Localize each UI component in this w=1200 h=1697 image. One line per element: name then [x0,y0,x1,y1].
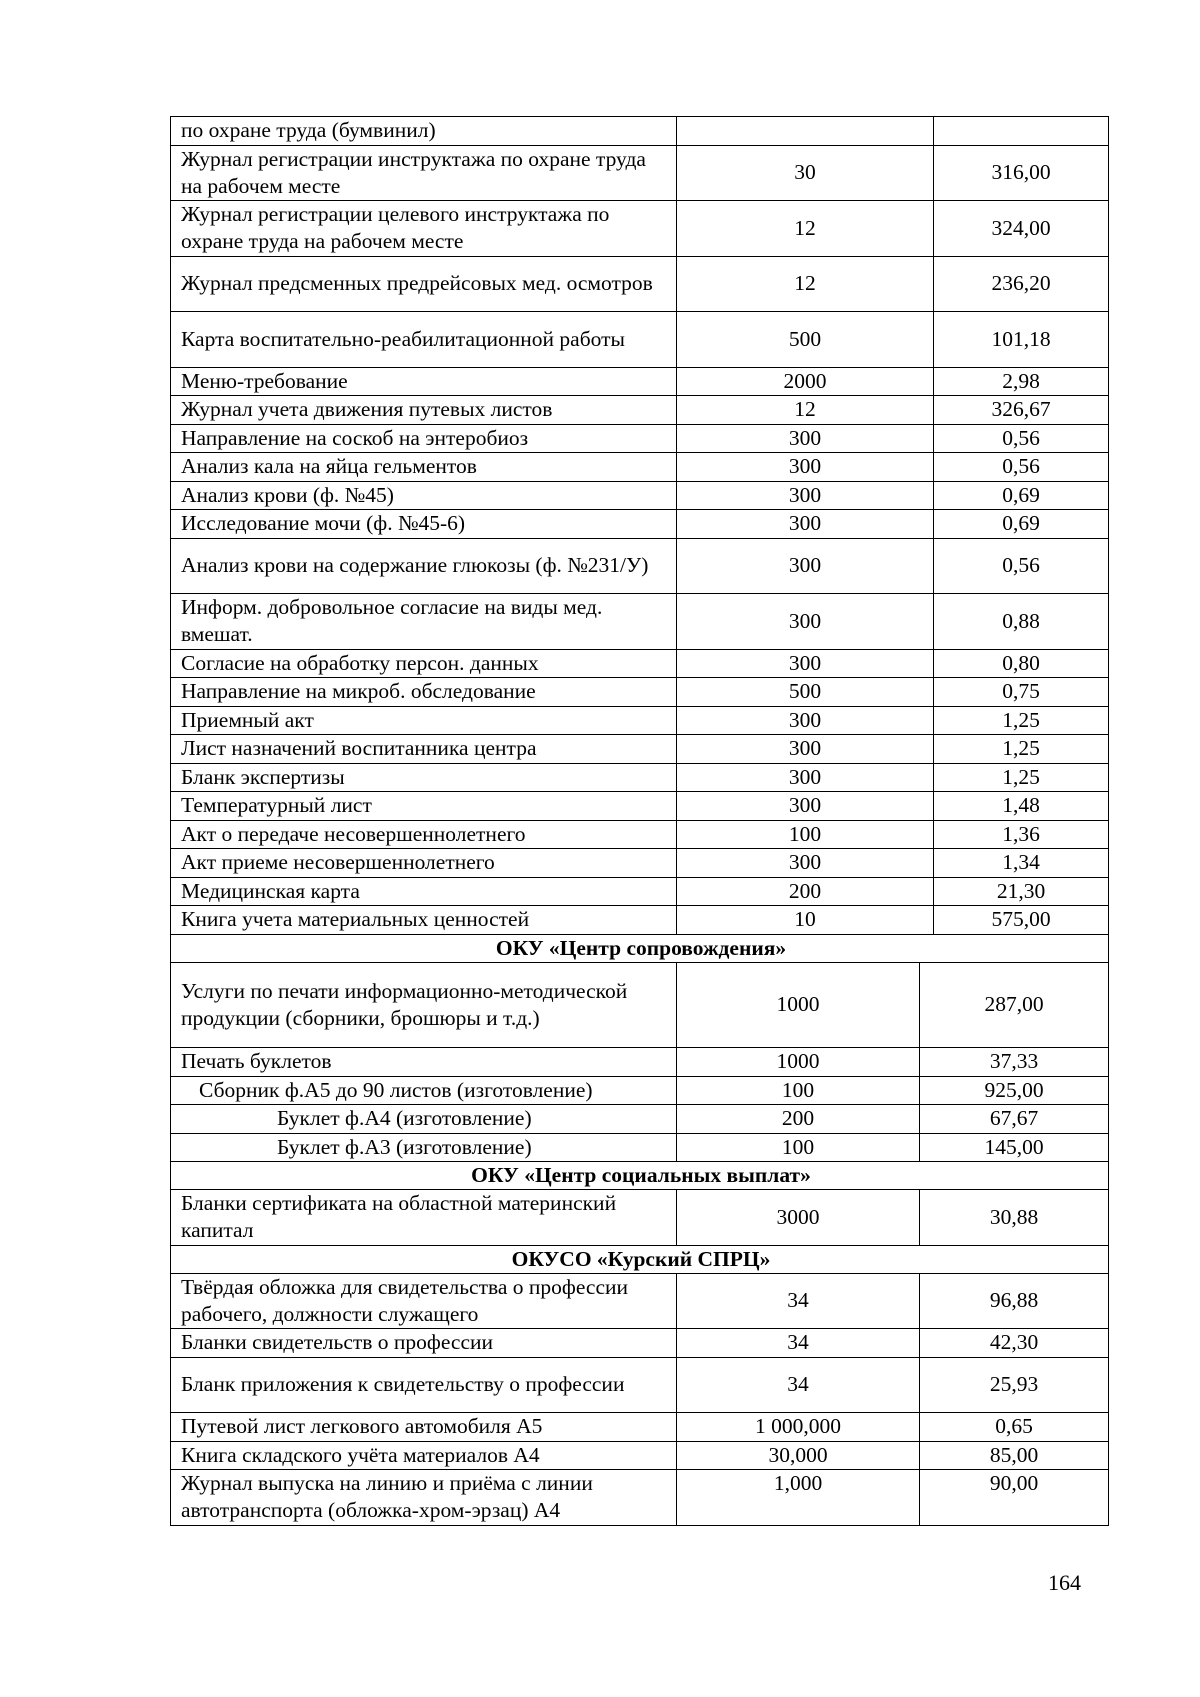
item-name-cell: Медицинская карта [171,877,677,906]
item-name-cell: Бланки свидетельств о профессии [171,1329,677,1358]
values-cell [677,1048,1109,1077]
quantity-cell: 500 [677,678,934,706]
quantity-cell: 12 [677,257,934,312]
table-row [171,706,1109,735]
values-cell [677,1190,1109,1246]
quantity-cell: 300 [677,735,934,763]
price-cell: 0,88 [1002,608,1040,633]
section-header-row [171,1245,1109,1273]
table-row [171,735,1109,764]
table-row [171,256,1109,312]
table-row [171,1048,1109,1077]
quantity-cell: 300 [677,594,934,649]
table-row [171,424,1109,453]
values-cell [677,1076,1109,1105]
item-name-cell: Журнал учета движения путевых листов [171,396,677,425]
table-row [171,594,1109,650]
values-cell [677,1470,1109,1526]
quantity-cell: 300 [677,425,934,453]
quantity-cell: 300 [677,482,934,510]
price-cell: 25,93 [989,1372,1039,1397]
item-name-cell: Услуги по печати информационно-методической продукции (сборники, брошюры и т.д.) [171,962,677,1048]
values-cell [677,678,1109,707]
price-cell: 1,25 [1002,707,1040,732]
price-cell: 2,98 [1002,368,1040,393]
values-cell [677,424,1109,453]
price-cell: 0,75 [1002,679,1040,704]
price-cell: 0,65 [995,1414,1033,1439]
table-row [171,1413,1109,1442]
quantity-cell: 1,000 [677,1470,920,1525]
item-name-cell: Журнал регистрации инструктажа по охране труда на рабочем месте [171,145,677,201]
values-cell [677,117,1109,146]
table-row [171,1133,1109,1162]
table-row [171,649,1109,678]
values-cell [677,312,1109,368]
price-cell: 90,00 [989,1471,1039,1495]
table-row [171,1076,1109,1105]
quantity-cell: 12 [677,396,934,424]
item-name-cell: Анализ кала на яйца гельментов [171,453,677,482]
item-name-cell: Анализ крови (ф. №45) [171,481,677,510]
price-cell: 324,00 [991,215,1051,240]
item-name-cell: Бланки сертификата на областной материнский капитал [171,1190,677,1246]
table-row [171,763,1109,792]
table-row [171,962,1109,1048]
table-row [171,367,1109,396]
values-cell [677,763,1109,792]
item-name-cell: Анализ крови на содержание глюкозы (ф. №231/У) [171,538,677,594]
values-cell [677,510,1109,539]
item-name-cell: Информ. добровольное согласие на виды мед. вмешат. [171,594,677,650]
values-cell [677,877,1109,906]
price-cell: 96,88 [989,1288,1039,1313]
table-row [171,906,1109,935]
quantity-cell: 300 [677,707,934,735]
item-name-cell: Буклет ф.А4 (изготовление) [171,1105,677,1134]
table-row [171,538,1109,594]
values-cell [677,1133,1109,1162]
item-name-cell: по охране труда (бумвинил) [171,117,677,146]
quantity-cell: 300 [677,764,934,792]
values-cell [677,735,1109,764]
item-name-cell: Направление на микроб. обследование [171,678,677,707]
values-cell [677,649,1109,678]
quantity-cell: 34 [677,1274,920,1329]
quantity-cell: 300 [677,453,934,481]
item-name-cell: Путевой лист легкового автомобиля А5 [171,1413,677,1442]
quantity-cell: 100 [677,1134,920,1162]
price-cell: 1,25 [1002,736,1040,761]
item-name-cell: Меню-требование [171,367,677,396]
price-cell: 1,25 [1002,764,1040,789]
price-cell: 316,00 [991,160,1051,185]
quantity-cell: 30,000 [677,1442,920,1470]
table-row [171,678,1109,707]
values-cell [677,201,1109,257]
quantity-cell [677,117,934,145]
item-name-cell: Печать буклетов [171,1048,677,1077]
quantity-cell: 10 [677,906,934,934]
quantity-cell: 300 [677,650,934,678]
price-cell: 0,69 [1002,511,1040,536]
item-name-cell: Книга учета материальных ценностей [171,906,677,935]
item-name-cell: Акт приеме несовершеннолетнего [171,849,677,878]
values-cell [677,538,1109,594]
item-name-cell: Карта воспитательно-реабилитационной работы [171,312,677,368]
price-cell: 42,30 [989,1330,1039,1355]
values-cell [677,594,1109,650]
table-row [171,396,1109,425]
quantity-cell: 200 [677,1105,920,1133]
values-cell [677,1413,1109,1442]
price-cell: 326,67 [991,397,1051,422]
price-cell: 1,48 [1002,793,1040,818]
quantity-cell: 2000 [677,368,934,396]
price-cell: 236,20 [991,271,1051,296]
item-name-cell: Лист назначений воспитанника центра [171,735,677,764]
quantity-cell: 500 [677,312,934,367]
price-table [170,116,1109,1526]
price-cell: 0,56 [1002,553,1040,578]
price-cell: 1,34 [1002,850,1040,875]
quantity-cell: 300 [677,539,934,594]
table-row [171,792,1109,821]
section-title: ОКУСО «Курский СПРЦ» [171,1245,1109,1273]
values-cell [677,1105,1109,1134]
table-row [171,510,1109,539]
price-cell: 0,56 [1002,454,1040,479]
item-name-cell: Бланк экспертизы [171,763,677,792]
section-title: ОКУ «Центр сопровождения» [171,934,1109,962]
table-row [171,201,1109,257]
item-name-cell: Температурный лист [171,792,677,821]
section-header-row [171,1162,1109,1190]
values-cell [677,706,1109,735]
quantity-cell: 30 [677,146,934,201]
item-name-cell: Журнал предсменных предрейсовых мед. осмотров [171,256,677,312]
quantity-cell: 300 [677,510,934,538]
item-name-cell: Буклет ф.А3 (изготовление) [171,1133,677,1162]
table-row [171,1273,1109,1329]
values-cell [677,367,1109,396]
price-cell: 85,00 [989,1442,1039,1467]
price-cell: 1,36 [1002,821,1040,846]
price-cell: 287,00 [984,992,1044,1017]
quantity-cell: 1000 [677,1048,920,1076]
quantity-cell: 300 [677,849,934,877]
item-name-cell: Исследование мочи (ф. №45-6) [171,510,677,539]
quantity-cell: 200 [677,878,934,906]
price-cell: 30,88 [989,1204,1039,1229]
table-row [171,1470,1109,1526]
quantity-cell: 100 [677,1077,920,1105]
price-cell: 21,30 [996,878,1046,903]
quantity-cell: 300 [677,792,934,820]
table-row [171,1441,1109,1470]
table-row [171,312,1109,368]
item-name-cell: Бланк приложения к свидетельству о профессии [171,1357,677,1413]
item-name-cell: Журнал выпуска на линию и приёма с линии автотранспорта (обложка-хром-эрзац) А4 [171,1470,677,1526]
quantity-cell: 34 [677,1358,920,1413]
item-name-cell: Книга складского учёта материалов А4 [171,1441,677,1470]
values-cell [677,1441,1109,1470]
quantity-cell: 100 [677,821,934,849]
price-cell: 101,18 [991,326,1051,351]
table-row [171,1329,1109,1358]
item-name-cell: Твёрдая обложка для свидетельства о профессии рабочего, должности служащего [171,1273,677,1329]
quantity-cell: 1 000,000 [677,1413,920,1441]
table-row [171,481,1109,510]
values-cell [677,256,1109,312]
page-number: 164 [1048,1570,1081,1595]
values-cell [677,1329,1109,1358]
values-cell [677,145,1109,201]
price-cell: 0,69 [1002,482,1040,507]
price-cell: 925,00 [984,1077,1044,1102]
quantity-cell: 34 [677,1329,920,1357]
table-row [171,877,1109,906]
values-cell [677,1273,1109,1329]
price-cell: 0,56 [1002,425,1040,450]
table-row [171,453,1109,482]
table-row [171,1190,1109,1246]
item-name-cell: Согласие на обработку персон. данных [171,649,677,678]
values-cell [677,820,1109,849]
values-cell [677,481,1109,510]
values-cell [677,906,1109,935]
table-row [171,1105,1109,1134]
table-row [171,820,1109,849]
section-header-row [171,934,1109,962]
item-name-cell: Сборник ф.А5 до 90 листов (изготовление) [171,1076,677,1105]
item-name-cell: Журнал регистрации целевого инструктажа по охране труда на рабочем месте [171,201,677,257]
quantity-cell: 12 [677,201,934,256]
quantity-cell: 3000 [677,1190,920,1245]
table-row [171,849,1109,878]
item-name-cell: Приемный акт [171,706,677,735]
price-cell: 67,67 [989,1106,1039,1131]
values-cell [677,849,1109,878]
price-cell: 145,00 [984,1134,1044,1159]
quantity-cell: 1000 [677,963,920,1048]
values-cell [677,453,1109,482]
values-cell [677,792,1109,821]
table-row [171,117,1109,146]
section-title: ОКУ «Центр социальных выплат» [171,1162,1109,1190]
price-cell: 575,00 [991,907,1051,932]
price-cell: 37,33 [989,1049,1039,1074]
price-cell [934,117,1108,145]
table-row [171,145,1109,201]
item-name-cell: Акт о передаче несовершеннолетнего [171,820,677,849]
item-name-cell: Направление на соскоб на энтеробиоз [171,424,677,453]
values-cell [677,396,1109,425]
values-cell [677,1357,1109,1413]
table-row [171,1357,1109,1413]
price-cell: 0,80 [1002,650,1040,675]
values-cell [677,962,1109,1048]
